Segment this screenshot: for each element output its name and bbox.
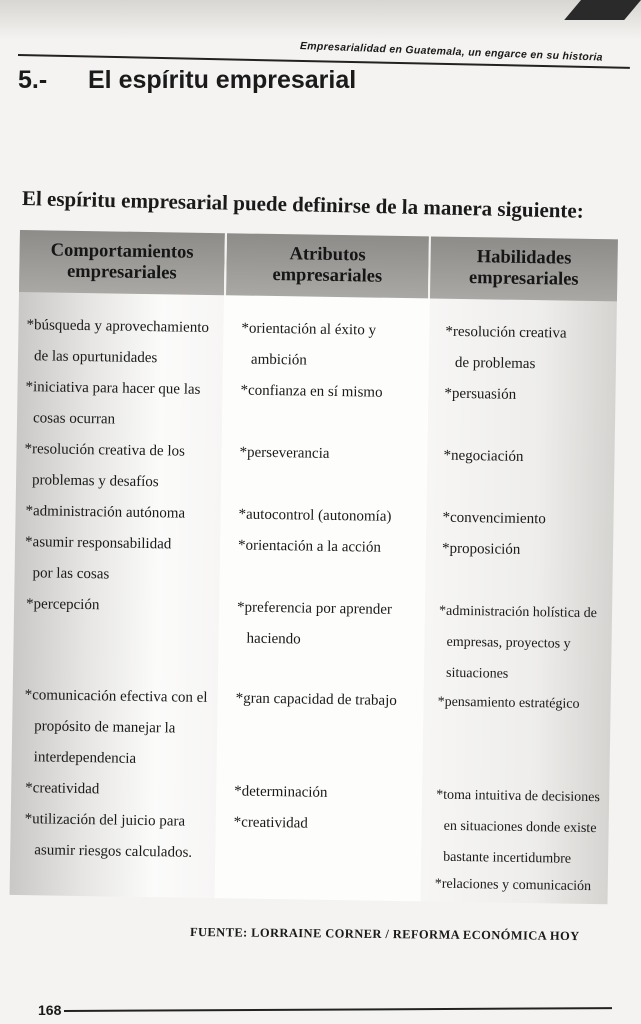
list-item: problemas y desafíos [31, 472, 159, 491]
list-item: por las cosas [32, 565, 110, 583]
attributes-table [10, 230, 618, 904]
list-item: *autocontrol (autonomía) [238, 506, 392, 525]
list-item: *comunicación efectiva con el [24, 687, 208, 707]
list-item: *persuasión [444, 385, 517, 403]
list-item: *gran capacidad de trabajo [235, 690, 397, 709]
column-comportamientos [10, 230, 225, 898]
list-item: asumir riesgos calculados. [34, 842, 193, 861]
column-header-line: Atributos [289, 244, 366, 266]
list-item: en situaciones donde existe [443, 818, 597, 837]
list-item: *perseverancia [239, 444, 330, 462]
list-item: *toma intuitiva de decisiones [436, 787, 600, 806]
list-item: *iniciativa para hacer que las [25, 379, 201, 398]
list-item: haciendo [246, 630, 301, 648]
list-item: *resolución creativa [445, 323, 567, 342]
list-item: *resolución creativa de los [24, 441, 186, 460]
section-title [18, 66, 356, 95]
list-item: *proposición [441, 540, 521, 558]
list-item: cosas ocurran [32, 410, 116, 428]
list-item: *convencimiento [442, 509, 546, 528]
column-header-line: empresariales [272, 264, 383, 287]
column-header [224, 233, 431, 298]
list-item: *pensamiento estratégico [437, 694, 580, 712]
list-item: *preferencia por aprender [236, 599, 393, 618]
column-atributos [215, 233, 431, 901]
list-item: *utilización del juicio para [24, 811, 186, 830]
column-header [430, 236, 618, 301]
list-item: empresas, proyectos y [446, 634, 571, 652]
list-item: propósito de manejar la [34, 718, 176, 737]
list-item: *orientación a la acción [237, 537, 382, 556]
section-number: 5.- [18, 66, 48, 94]
section-heading: El espíritu empresarial [88, 66, 357, 94]
column-header-line: Comportamientos [50, 240, 194, 263]
column-header-line: empresariales [468, 268, 579, 290]
column-habilidades [421, 236, 618, 904]
list-item: *determinación [234, 783, 328, 801]
list-item: de problemas [454, 354, 536, 373]
list-item: *búsqueda y aprovechamiento [26, 317, 210, 336]
footer-rule [64, 1007, 612, 1012]
list-item: *relaciones y comunicación [434, 876, 592, 895]
page-number: 168 [38, 1002, 62, 1018]
list-item: *confianza en sí mismo [240, 382, 383, 401]
list-item: situaciones [445, 665, 509, 682]
list-item: *orientación al éxito y [241, 320, 377, 339]
list-item: *administración holística de [438, 603, 598, 622]
list-item: bastante incertidumbre [443, 849, 572, 867]
list-item: de las opurtunidades [33, 348, 158, 367]
list-item: interdependencia [33, 749, 137, 767]
list-item: *asumir responsabilidad [24, 534, 172, 553]
intro-sentence: El espíritu empresarial puede definirse de la manera siguiente: [21, 186, 585, 223]
page-top-shadow [0, 0, 641, 40]
column-header [19, 230, 225, 295]
source-citation: FUENTE: LORRAINE CORNER / REFORMA ECONÓMICA HOY [189, 925, 580, 944]
column-header-line: empresariales [66, 261, 177, 284]
list-item: *percepción [25, 596, 100, 614]
list-item: *negociación [443, 447, 524, 465]
running-header: Empresarialidad en Guatemala, un engarce en su historia [299, 40, 604, 64]
list-item: ambición [250, 351, 307, 369]
column-header-line: Habilidades [476, 247, 572, 269]
list-item: *administración autónoma [25, 503, 186, 522]
list-item: *creatividad [25, 780, 100, 798]
list-item: *creatividad [233, 814, 308, 832]
